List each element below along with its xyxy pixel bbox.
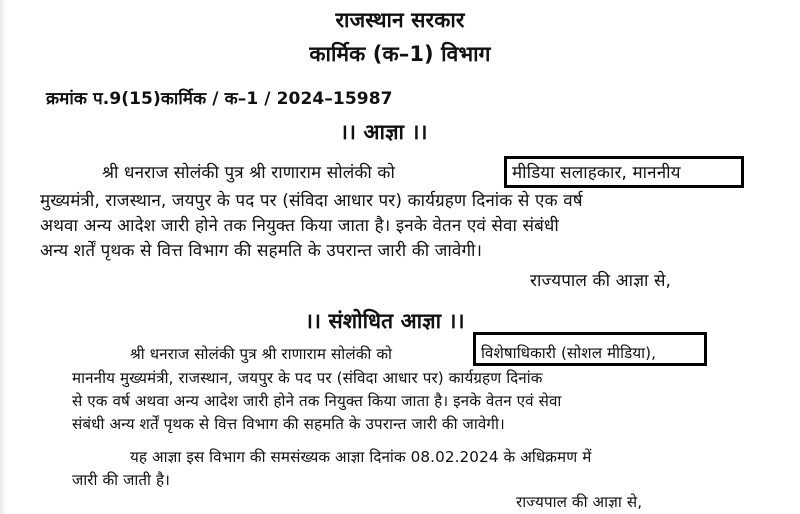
- order-title: ।। आज्ञा ।।: [340, 120, 428, 144]
- revised-order-signoff: राज्यपाल की आज्ञा से,: [516, 493, 643, 511]
- order-highlighted-designation: मीडिया सलाहकार, माननीय: [512, 163, 681, 183]
- order-line-4: अन्य शर्तें पृथक से वित्त विभाग की सहमति के उपरान्त जारी की जावेगी।: [40, 241, 483, 261]
- order-text: श्री धनराज सोलंकी पुत्र श्री राणाराम सोलंकी को: [102, 163, 395, 183]
- revised-order-line-3: से एक वर्ष अथवा अन्य आदेश जारी होने तक नियुक्त किया जाता है। इनके वेतन एवं सेवा: [72, 392, 562, 410]
- supersede-line-1: यह आज्ञा इस विभाग की समसंख्यक आज्ञा दिनांक 08.02.2024 के अधिक्रमण में: [130, 448, 592, 466]
- government-header: राजस्थान सरकार: [335, 8, 465, 32]
- highlight-box-revised-designation: [473, 332, 707, 366]
- revised-order-line-4: संबंधी अन्य शर्तें पृथक से वित्त विभाग की सहमति के उपरान्त जारी की जावेगी।: [72, 415, 505, 433]
- revised-order-line-1: श्री धनराज सोलंकी पुत्र श्री राणाराम सोलंकी को: [130, 345, 393, 363]
- supersede-line-2: जारी की जाती है।: [72, 471, 171, 489]
- page-left-edge-shadow: [0, 0, 6, 514]
- order-line-2: मुख्यमंत्री, राजस्थान, जयपुर के पद पर (संविदा आधार पर) कार्यग्रहण दिनांक से एक वर्ष: [40, 191, 583, 211]
- revised-order-title: ।। संशोधित आज्ञा ।।: [305, 309, 465, 333]
- revised-order-highlighted-designation: विशेषाधिकारी (सोशल मीडिया),: [481, 344, 657, 362]
- reference-number: क्रमांक प.9(15)कार्मिक / क–1 / 2024–15987: [46, 89, 393, 109]
- department-header: कार्मिक (क–1) विभाग: [309, 42, 491, 66]
- highlight-box-designation: [504, 156, 744, 188]
- order-line-3: अथवा अन्य आदेश जारी होने तक नियुक्त किया जाता है। इनके वेतन एवं सेवा संबंधी: [40, 216, 559, 236]
- order-line-1: [102, 160, 395, 183]
- revised-order-line-2: माननीय मुख्यमंत्री, राजस्थान, जयपुर के पद पर (संविदा आधार पर) कार्यग्रहण दिनांक: [72, 369, 543, 387]
- order-signoff: राज्यपाल की आज्ञा से,: [530, 271, 672, 291]
